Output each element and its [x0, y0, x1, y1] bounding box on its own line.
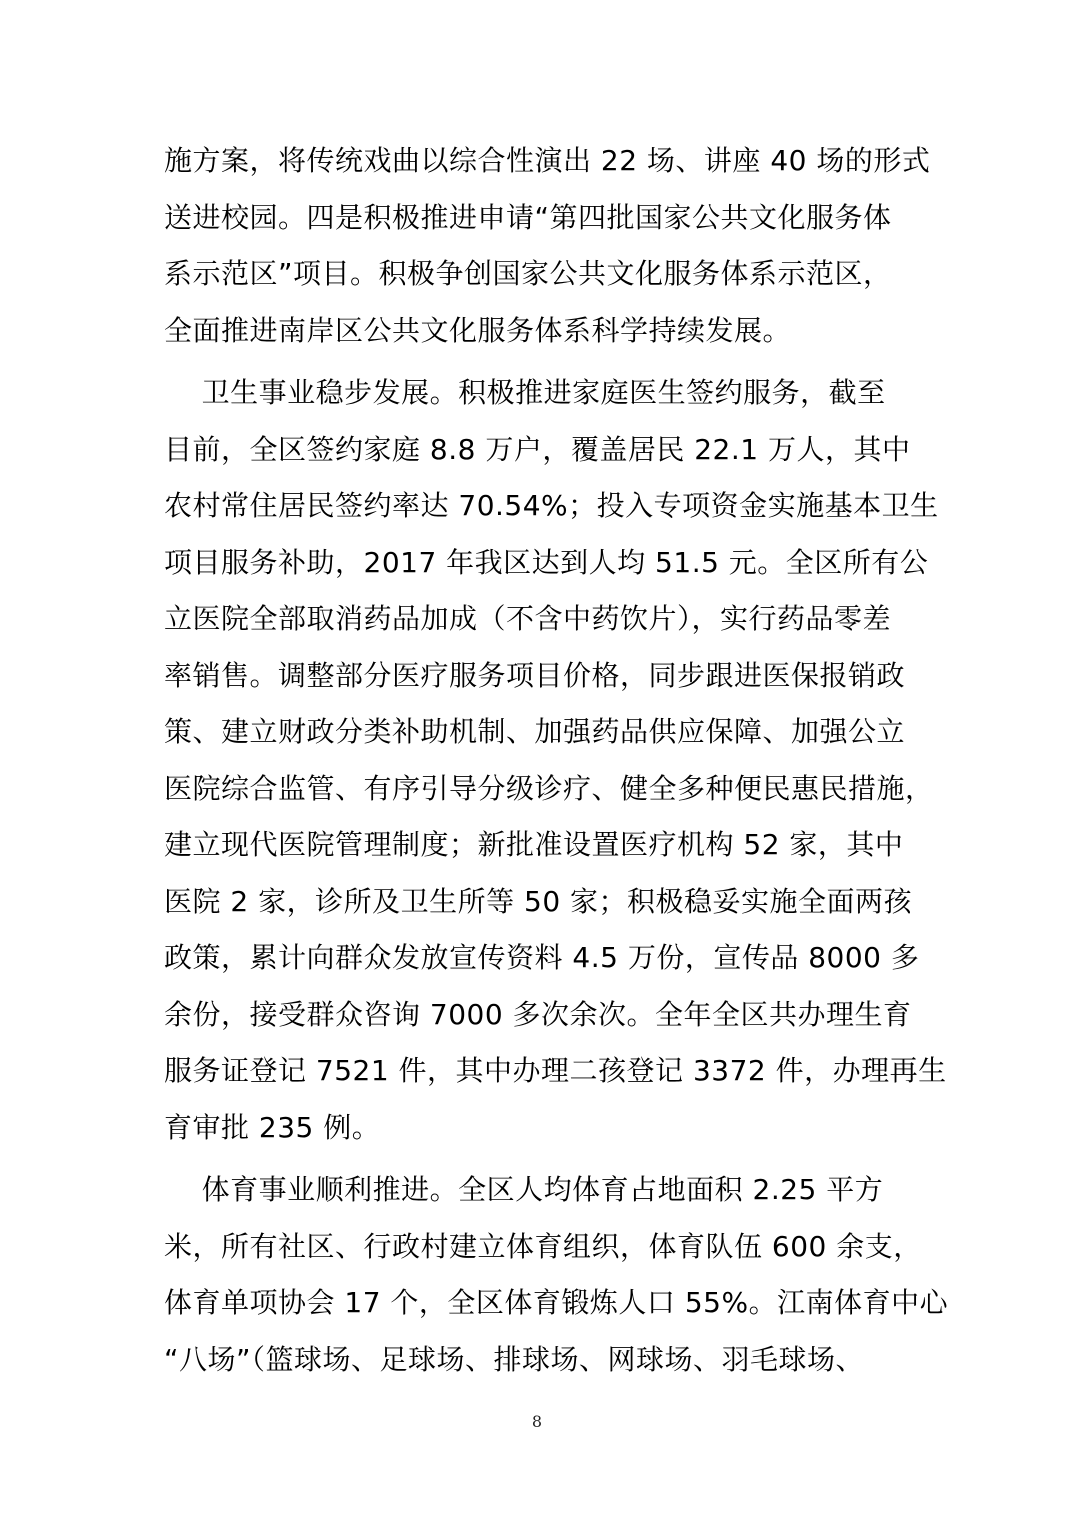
text-line: 施方案，将传统戏曲以综合性演出 22 场、讲座 40 场的形式 — [164, 144, 931, 177]
text-line: 项目服务补助，2017 年我区达到人均 51.5 元。全区所有公 — [164, 545, 929, 579]
text-line: 建立现代医院管理制度；新批准设置医疗机构 52 家，其中 — [164, 828, 904, 861]
text-line: “八场”（篮球场、足球场、排球场、网球场、羽毛球场、 — [164, 1342, 865, 1376]
text-line: 农村常住居民签约率达 70.54%；投入专项资金实施基本卫生 — [164, 489, 939, 522]
text-line: 送进校园。四是积极推进申请“第四批国家公共文化服务体 — [164, 200, 892, 234]
text-line: 全面推进南岸区公共文化服务体系科学持续发展。 — [164, 313, 792, 347]
text-line: 余份，接受群众咨询 7000 多次余次。全年全区共办理生育 — [164, 997, 912, 1031]
text-line: 服务证登记 7521 件，其中办理二孩登记 3372 件，办理再生 — [164, 1054, 947, 1087]
text-line: 策、建立财政分类补助机制、加强药品供应保障、加强公立 — [164, 715, 906, 748]
text-line: 卫生事业稳步发展。积极推进家庭医生签约服务，截至 — [164, 376, 886, 409]
text-line: 体育事业顺利推进。全区人均体育占地面积 2.25 平方 — [164, 1173, 884, 1206]
text-line: 米，所有社区、行政村建立体育组织，体育队伍 600 余支， — [164, 1229, 922, 1263]
text-line: 政策，累计向群众发放宣传资料 4.5 万份，宣传品 8000 多 — [164, 941, 920, 974]
text-line: 立医院全部取消药品加成（不含中药饮片），实行药品零差 — [164, 602, 892, 635]
paragraph-health — [164, 365, 947, 1156]
text-line: 医院 2 家，诊所及卫生所等 50 家；积极稳妥实施全面两孩 — [164, 884, 913, 918]
page-number: 8 — [531, 1412, 543, 1431]
text-line: 系示范区”项目。积极争创国家公共文化服务体系示范区， — [164, 257, 892, 290]
text-line: 医院综合监管、有序引导分级诊疗、健全多种便民惠民措施， — [164, 771, 934, 805]
body-text — [164, 133, 949, 1388]
text-line: 目前，全区签约家庭 8.8 万户，覆盖居民 22.1 万人，其中 — [164, 432, 911, 466]
paragraph-sports — [164, 1162, 949, 1388]
paragraph-culture-continuation — [164, 133, 931, 359]
text-line: 育审批 235 例。 — [164, 1110, 381, 1144]
text-line: 率销售。调整部分医疗服务项目价格，同步跟进医保报销政 — [164, 658, 906, 692]
text-line: 体育单项协会 17 个，全区体育锻炼人口 55%。江南体育中心 — [164, 1286, 949, 1319]
